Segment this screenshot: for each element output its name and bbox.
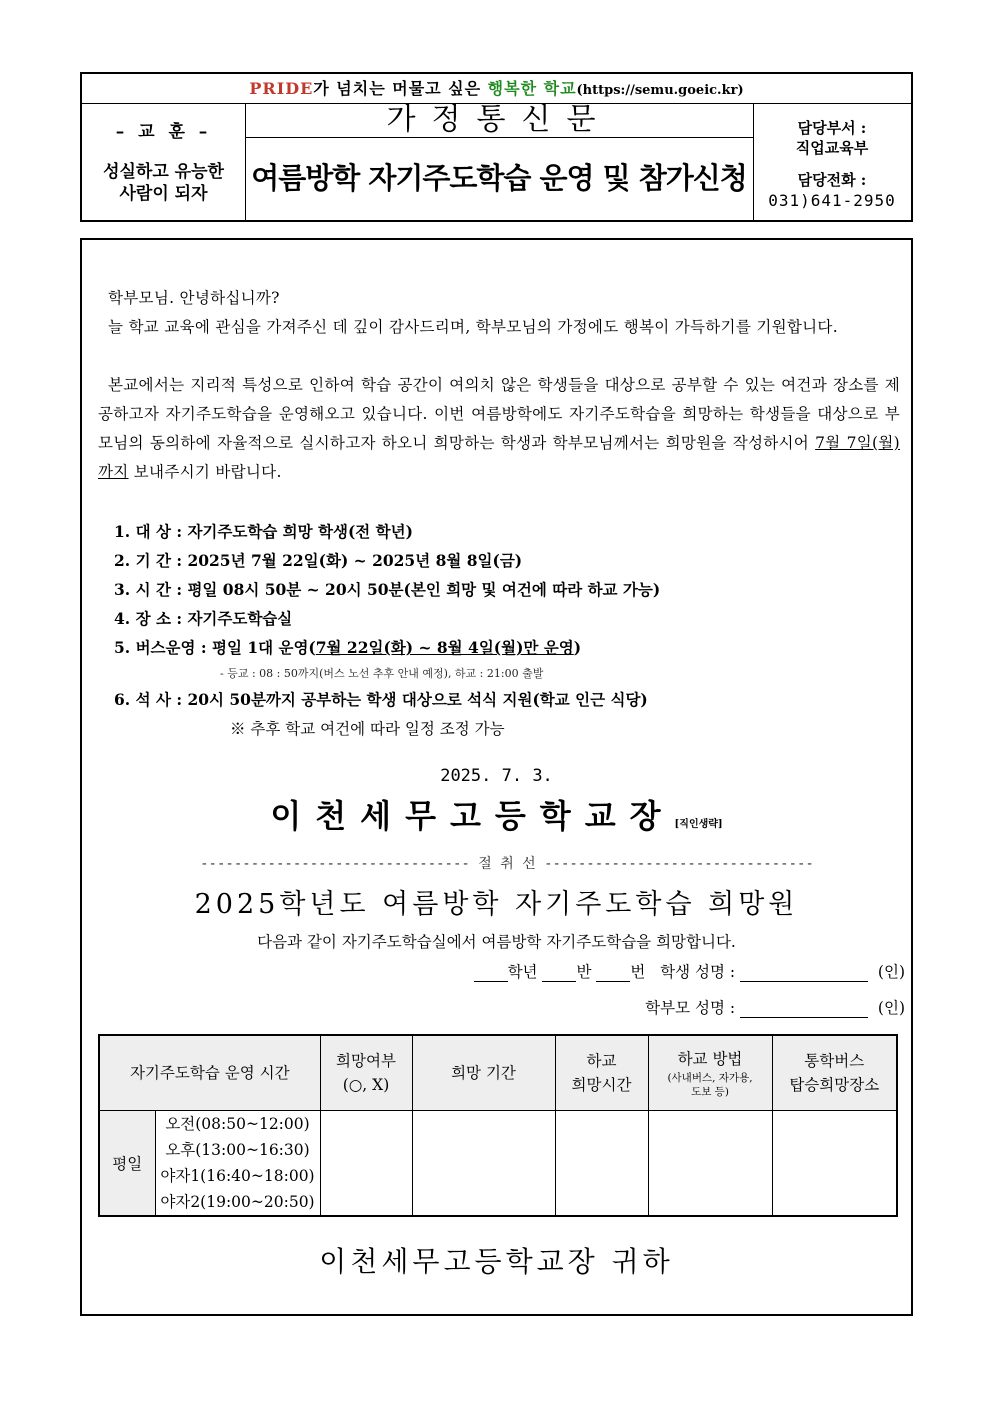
parent-info-line: 학부모 성명 : (인) (645, 999, 905, 1017)
bus-note: - 등교 : 08 : 50까지(버스 노선 추후 안내 예정), 하교 : 21:00 출발 (220, 667, 544, 680)
header-box (80, 72, 913, 222)
motto-pride: PRIDE (249, 79, 314, 98)
header-leave-method: 하교 방법 (사내버스, 자가용, 도보 등) (648, 1035, 772, 1111)
title-cell (245, 103, 754, 220)
slot-afternoon: 오후(13:00~16:30) (165, 1141, 310, 1159)
student-name-field[interactable] (740, 965, 868, 982)
phone-label: 담당전화 : (797, 171, 867, 189)
cut-line: -------------------------------- 절 취 선 -------------------------------- (200, 856, 814, 872)
notice-text: 본교에서는 지리적 특성으로 인하여 학습 공간이 여의치 않은 학생들을 대상으로 공부할 수 있는 여건과 장소를 제공하고자 자기주도학습을 운영해오고 있습니다. 이번 여름방학에도 자기주도학습을 희망하는 학생들을 대상으로 부모님의 동의하에 자율적으로 실시하고자 하오니 희망하는 학생과 학부모님께서는 희망원을 작성하시어 (98, 376, 900, 452)
newsletter-label: 가정통신문 (245, 103, 753, 138)
phone-number: 031)641-2950 (768, 191, 896, 210)
principal-signature (82, 791, 911, 837)
item-bus: 5. 버스운영 : 평일 1대 운영(7월 22일(화) ~ 8월 4일(월)만 운영) (114, 638, 582, 657)
page-title: 여름방학 자기주도학습 운영 및 참가신청 (251, 161, 747, 195)
wish-cell[interactable] (320, 1111, 412, 1217)
bus-stop-cell[interactable] (772, 1111, 897, 1217)
gyohun-label: – 교 훈 – (115, 122, 212, 142)
item-period: 2. 기 간 : 2025년 7월 22일(화) ~ 2025년 8월 8일(금) (114, 551, 523, 570)
greeting: 학부모님. 안녕하십니까? (108, 289, 280, 307)
period-cell[interactable] (412, 1111, 555, 1217)
time-slots (155, 1111, 320, 1217)
item-meal: 6. 석 사 : 20시 50분까지 공부하는 학생 대상으로 석식 지원(학교 인근 식당) (114, 690, 648, 709)
leave-time-cell[interactable] (555, 1111, 648, 1217)
form-title: 2025학년도 여름방학 자기주도학습 희망원 (194, 889, 799, 920)
motto-text: 가 넘치는 머물고 싶은 (313, 79, 488, 98)
school-motto (82, 74, 911, 104)
grade-field[interactable] (474, 965, 508, 982)
item-time: 3. 시 간 : 평일 08시 50분 ~ 20시 50분(본인 희망 및 여건에 따라 하교 가능) (114, 580, 661, 599)
slot-night2: 야자2(19:00~20:50) (160, 1193, 315, 1211)
contact-cell (753, 103, 911, 220)
header-period: 희망 기간 (412, 1035, 555, 1111)
leave-method-cell[interactable] (648, 1111, 772, 1217)
parent-name-field[interactable] (740, 1001, 868, 1018)
row-label-weekday: 평일 (99, 1111, 155, 1217)
seal-omitted: [직인생략] (674, 819, 723, 830)
dept-name: 직업교육부 (795, 139, 869, 157)
notice-text-end: 보내주시기 바랍니다. (128, 463, 282, 481)
gyohun-line2: 사람이 되자 (119, 184, 208, 204)
item-place: 4. 장 소 : 자기주도학습실 (114, 609, 293, 628)
motto-happy: 행복한 학교 (487, 79, 577, 98)
main-box (80, 238, 913, 1316)
intro-paragraph: 늘 학교 교육에 관심을 가져주신 데 깊이 감사드리며, 학부모님의 가정에도 행복이 가득하기를 기원합니다. (108, 318, 838, 336)
application-table (98, 1034, 898, 1217)
slot-morning: 오전(08:50~12:00) (165, 1115, 310, 1133)
closing-addressee: 이천세무고등학교장 귀하 (319, 1245, 674, 1278)
number-field[interactable] (596, 965, 630, 982)
notice-paragraph (98, 371, 900, 487)
item-target: 1. 대 상 : 자기주도학습 희망 학생(전 학년) (114, 522, 413, 541)
student-info-line: 학년 반 번 학생 성명 : (인) (474, 960, 905, 982)
header-leave-time: 하교 희망시간 (555, 1035, 648, 1111)
form-description: 다음과 같이 자기주도학습실에서 여름방학 자기주도학습을 희망합니다. (257, 933, 736, 951)
deadline: 7월 7일(월)까지 (98, 434, 900, 481)
class-field[interactable] (542, 965, 576, 982)
header-wish: 희망여부 (○, X) (320, 1035, 412, 1111)
issue-date: 2025. 7. 3. (440, 766, 553, 786)
slot-night1: 야자1(16:40~18:00) (160, 1167, 315, 1185)
principal-name: 이천세무고등학교장 (270, 797, 675, 835)
header-time: 자기주도학습 운영 시간 (99, 1035, 320, 1111)
dept-label: 담당부서 : (797, 119, 867, 137)
gyohun-line1: 성실하고 유능한 (103, 162, 224, 182)
gyohun-cell (82, 103, 246, 220)
table-row (99, 1111, 897, 1217)
schedule-note: ※ 추후 학교 여건에 따라 일정 조정 가능 (230, 720, 505, 738)
header-bus: 통학버스 탑승희망장소 (772, 1035, 897, 1111)
gyohun-text (82, 161, 245, 205)
school-url[interactable]: (https://semu.goeic.kr) (576, 83, 744, 98)
